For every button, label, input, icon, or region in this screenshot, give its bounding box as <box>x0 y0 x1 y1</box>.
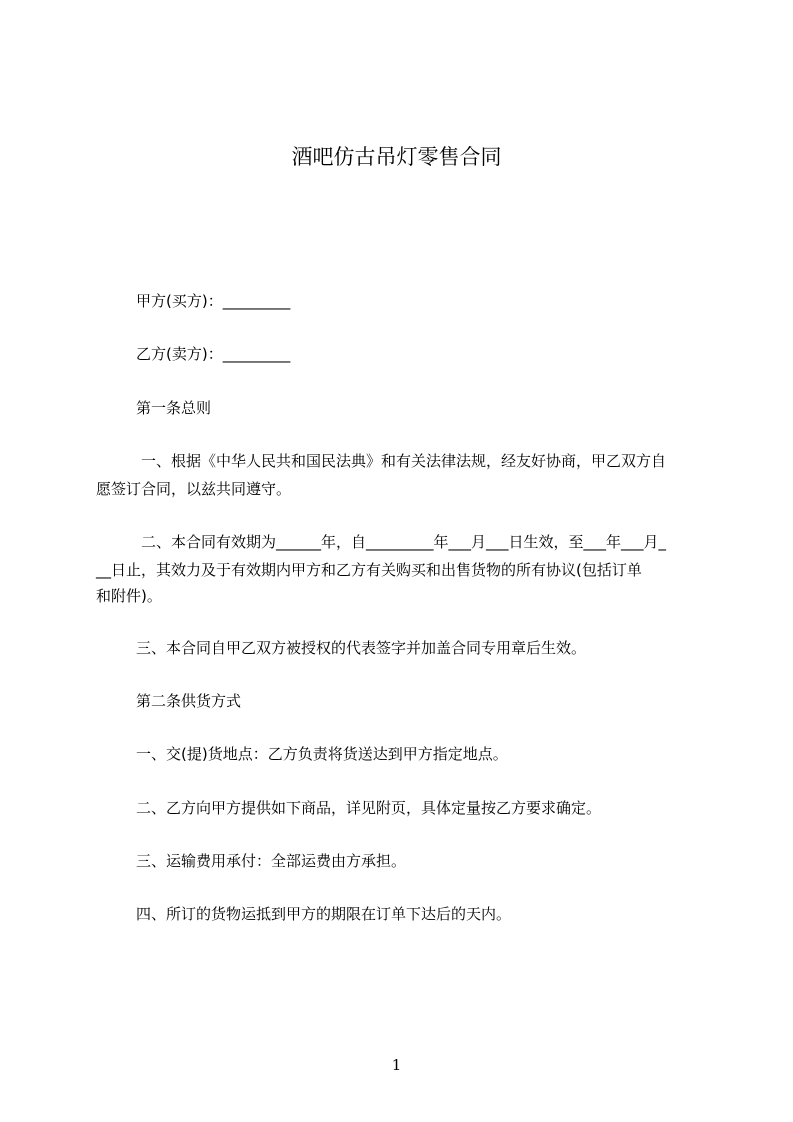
article-1-clause-2-line-3: 和附件)。 <box>96 587 162 605</box>
article-1-clause-1-line-2: 愿签订合同，以兹共同遵守。 <box>96 480 292 498</box>
document-title: 酒吧仿古吊灯零售合同 <box>291 145 502 169</box>
article-1-heading: 第一条总则 <box>136 399 212 417</box>
party-b-line: 乙方(卖方)：_________ <box>136 345 291 363</box>
article-2-clause-4: 四、所订的货物运抵到甲方的期限在订单下达后的天内。 <box>136 905 512 923</box>
article-1-clause-3: 三、本合同自甲乙双方被授权的代表签字并加盖合同专用章后生效。 <box>136 639 587 657</box>
article-2-clause-3: 三、运输费用承付：全部运费由方承担。 <box>136 852 407 870</box>
article-2-clause-1: 一、交(提)货地点：乙方负责将货送达到甲方指定地点。 <box>136 745 508 763</box>
article-1-clause-2-line-1: 二、本合同有效期为______年，自_________年___月___日生效，至___年___月_ <box>141 533 667 551</box>
page-number: 1 <box>391 1056 402 1074</box>
article-1-clause-2-line-2: __日止，其效力及于有效期内甲方和乙方有关购买和出售货物的所有协议(包括订单 <box>96 561 642 579</box>
article-1-clause-1-line-1: 一、根据《中华人民共和国民法典》和有关法律法规，经友好协商，甲乙双方自 <box>141 452 667 470</box>
party-a-line: 甲方(买方)：_________ <box>136 292 291 310</box>
article-2-clause-2: 二、乙方向甲方提供如下商品，详见附页，具体定量按乙方要求确定。 <box>136 799 602 817</box>
article-2-heading: 第二条供货方式 <box>136 692 242 710</box>
